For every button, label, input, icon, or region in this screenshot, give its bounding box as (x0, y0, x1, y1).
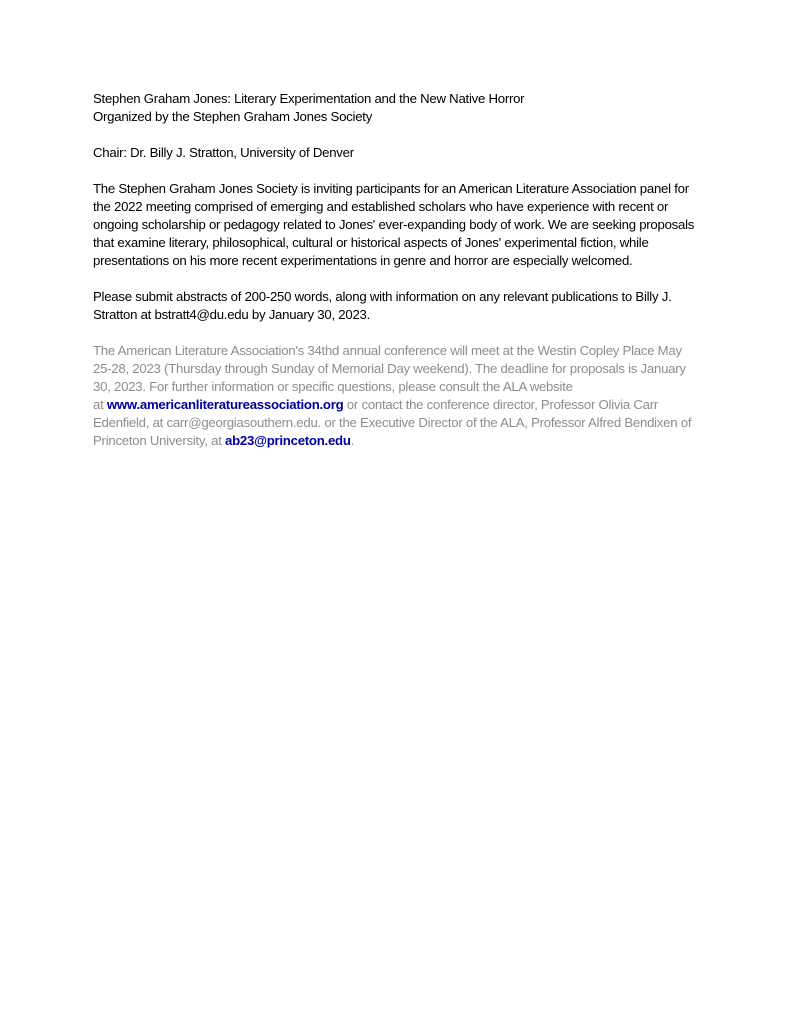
para1-line-4: that examine literary, philosophical, cultural or historical aspects of Jones' experimental fiction, while (93, 235, 649, 250)
footer-line-6-post: . (350, 433, 355, 448)
para2-line-2: Stratton at bstratt4@du.edu by January 30, 2023. (93, 307, 371, 322)
para1-line-3: ongoing scholarship or pedagogy related to Jones' ever-expanding body of work. We are seeking proposals (93, 217, 695, 232)
blank-line (93, 126, 718, 144)
title-line-1: Stephen Graham Jones: Literary Experimentation and the New Native Horror (93, 91, 525, 106)
footer-line-5: Edenfield, at carr@georgiasouthern.edu. or the Executive Director of the ALA, Professor Alfred Bendixen of (93, 415, 692, 430)
document-content (93, 90, 718, 450)
para2-line-1: Please submit abstracts of 200-250 words, along with information on any relevant publications to Billy J. (93, 289, 672, 304)
para1-line-5: presentations on his more recent experimentations in genre and horror are especially welcomed. (93, 253, 633, 268)
footer-line-6 (93, 432, 718, 450)
para1-line-1: The Stephen Graham Jones Society is inviting participants for an American Literature Association panel for (93, 181, 689, 196)
blank-line (93, 324, 718, 342)
footer-line-3: 30, 2023. For further information or specific questions, please consult the ALA website (93, 379, 573, 394)
footer-line-4 (93, 396, 718, 414)
footer-line-1: The American Literature Association's 34thd annual conference will meet at the Westin Copley Place May (93, 343, 682, 358)
chair-line: Chair: Dr. Billy J. Stratton, University of Denver (93, 145, 354, 160)
blank-line (93, 270, 718, 288)
ala-website-link[interactable]: www.americanliteratureassociation.org (106, 397, 344, 412)
footer-line-6-pre: Princeton University, at (93, 433, 226, 448)
title-line-2: Organized by the Stephen Graham Jones Society (93, 109, 373, 124)
blank-line (93, 162, 718, 180)
footer-line-2: 25-28, 2023 (Thursday through Sunday of Memorial Day weekend). The deadline for proposals is January (93, 361, 686, 376)
para1-line-2: the 2022 meeting comprised of emerging and established scholars who have experience with recent or (93, 199, 669, 214)
footer-line-4-post: or contact the conference director, Professor Olivia Carr (343, 397, 659, 412)
ala-director-email-link[interactable]: ab23@princeton.edu (225, 433, 351, 448)
footer-line-4-pre: at (93, 397, 107, 412)
